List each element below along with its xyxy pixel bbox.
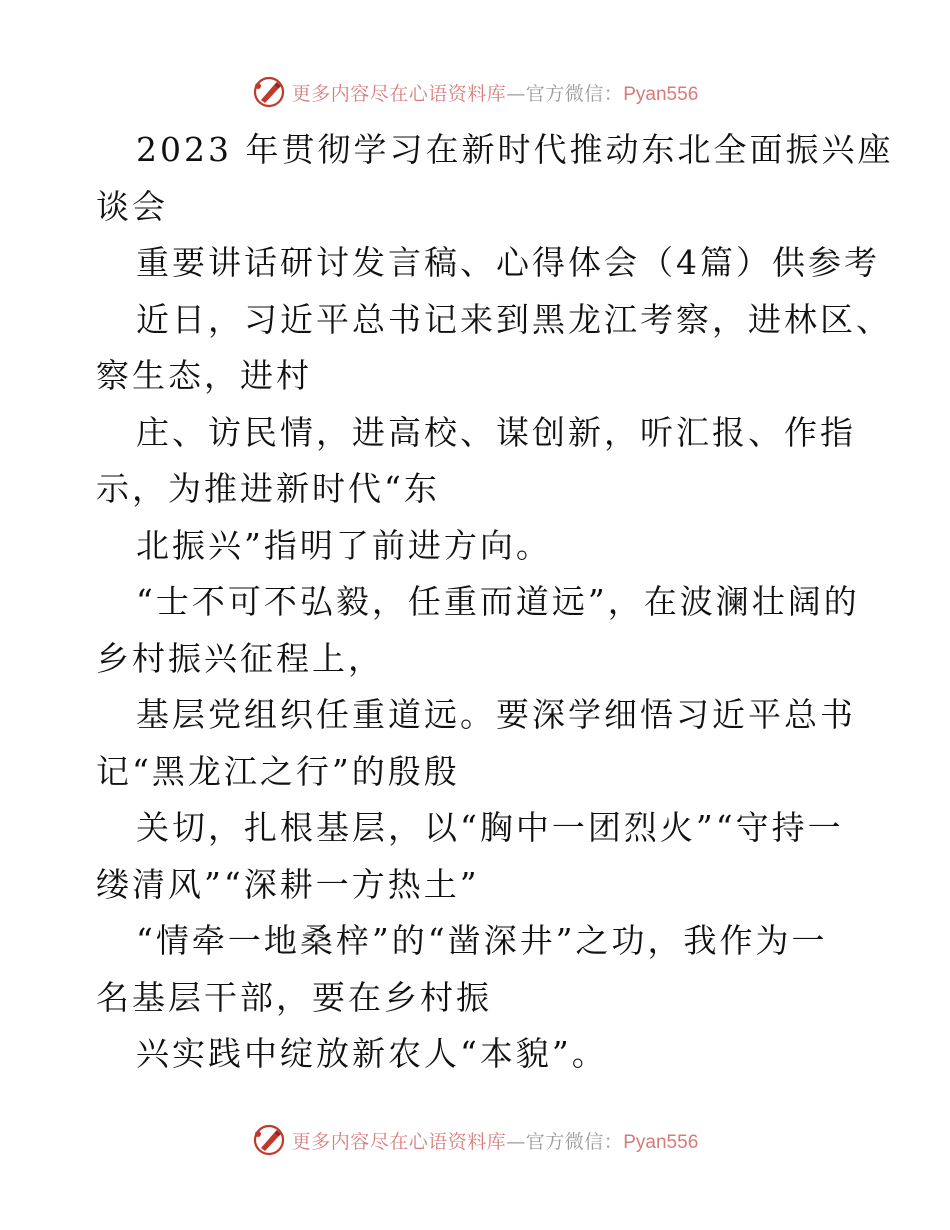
text-line: 记“黑龙江之行”的殷殷 — [96, 751, 460, 791]
text-line: 北振兴”指明了前进方向。 — [136, 525, 552, 565]
text-line: 基层党组织任重道远。要深学细悟习近平总书 — [136, 695, 856, 734]
text-line: 名基层干部，要在乡村振 — [96, 977, 492, 1017]
header-watermark — [0, 72, 950, 112]
text-line: 重要讲话研讨发言稿、心得体会（4篇）供参考 — [136, 243, 880, 282]
text-line: 察生态，进村 — [96, 356, 312, 395]
text-line: 庄、访民情，进高校、谋创新，听汇报、作指 — [136, 412, 856, 452]
text-line: 近日，习近平总书记来到黑龙江考察，进林区、 — [136, 299, 892, 339]
text-line: 兴实践中绽放新农人“本貌”。 — [136, 1034, 608, 1073]
watermark-text: 更多内容尽在心语资料库—官方微信：Pyan556 — [291, 82, 699, 105]
document-body — [96, 122, 894, 1083]
pen-logo-icon — [252, 75, 286, 109]
text-line: “士不可不弘毅，任重而道远”，在波澜壮阔的 — [136, 582, 860, 621]
text-line: “情牵一地桑梓”的“凿深井”之功，我作为一 — [136, 921, 828, 960]
watermark-text: 更多内容尽在心语资料库—官方微信：Pyan556 — [291, 1130, 699, 1153]
text-line: 2023 年贯彻学习在新时代推动东北全面振兴座 — [136, 130, 894, 169]
text-line: 缕清风”“深耕一方热土” — [96, 864, 480, 904]
pen-logo-icon — [252, 1123, 286, 1157]
text-line: 示，为推进新时代“东 — [96, 469, 440, 508]
text-line: 谈会 — [96, 186, 168, 226]
text-line: 乡村振兴征程上， — [96, 638, 384, 678]
footer-watermark — [0, 1120, 950, 1160]
text-line: 关切，扎根基层，以“胸中一团烈火”“守持一 — [136, 808, 844, 847]
